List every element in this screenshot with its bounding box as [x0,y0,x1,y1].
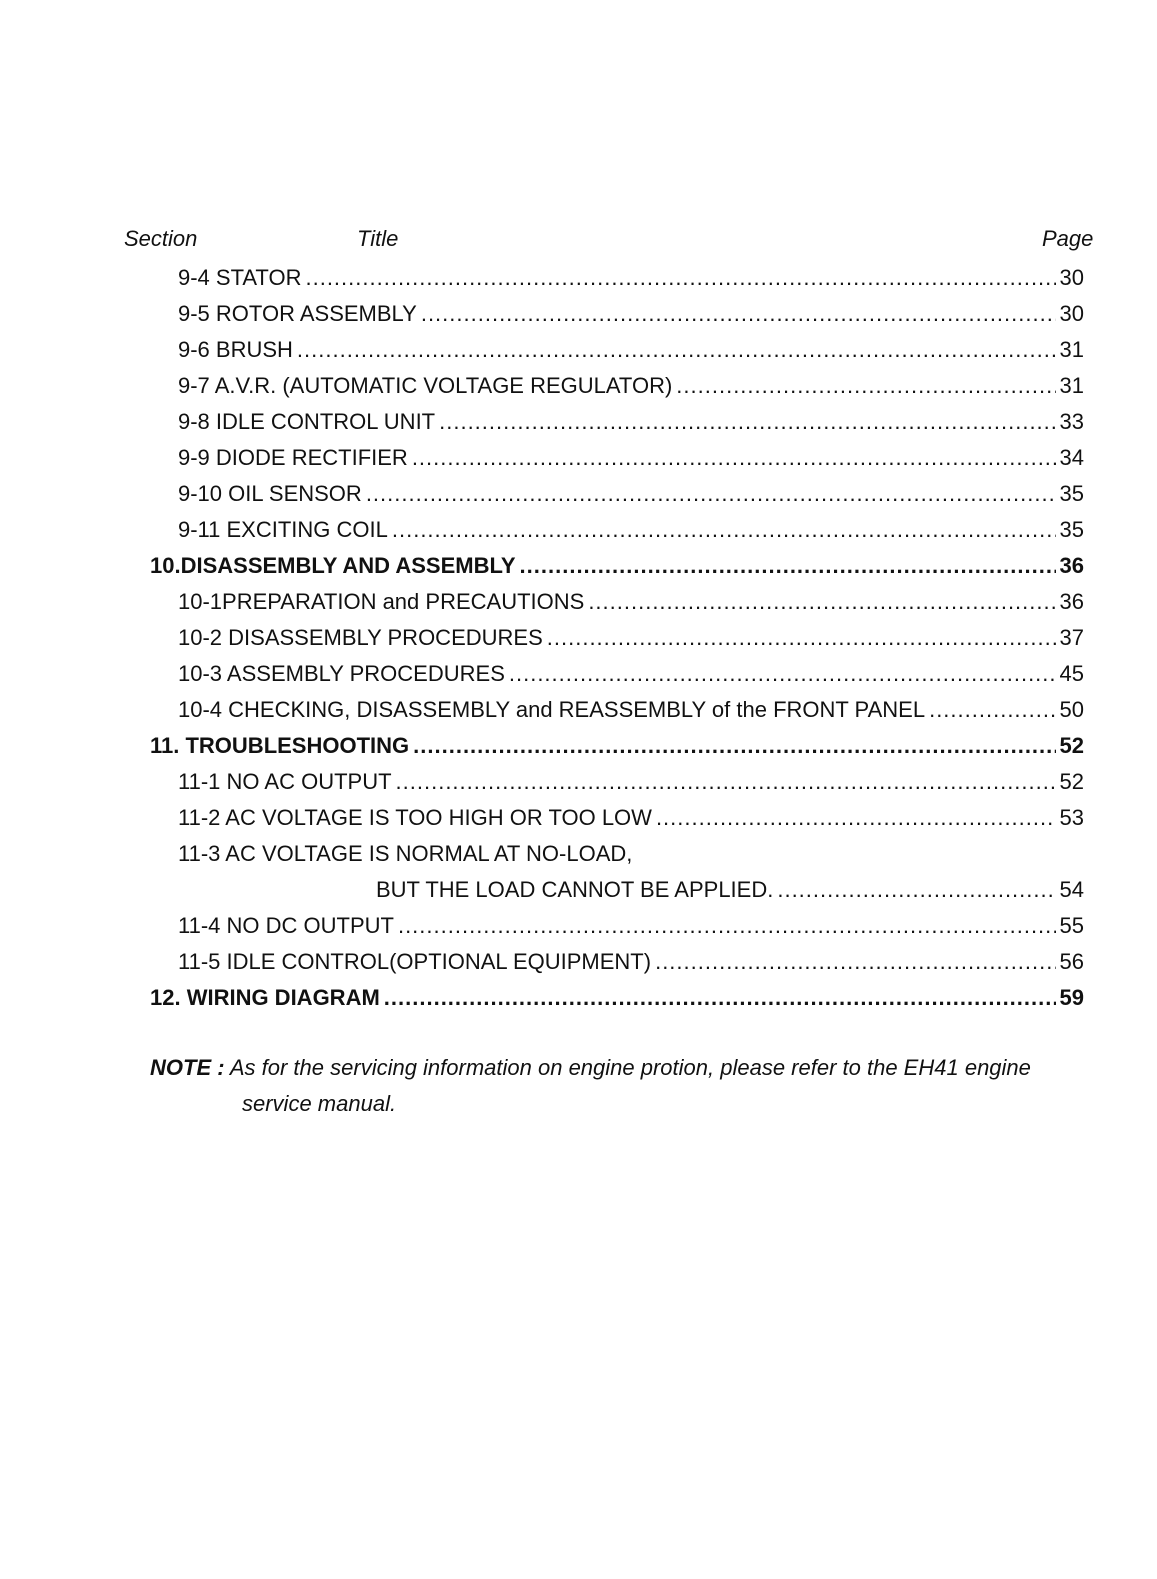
service-note [150,1050,1110,1122]
toc-entry-page: 54 [1059,877,1084,902]
toc-entry-page: 56 [1059,949,1084,974]
toc-chapter-page: 59 [1059,985,1084,1010]
toc-entry [178,444,1084,472]
section-column-heading: Section [124,226,198,251]
toc-entry-title: 9-4 STATOR [178,265,302,290]
toc-entry [178,948,1084,976]
note-continuation: service manual. [242,1091,397,1116]
toc-chapter [150,732,1084,760]
toc-entry-title: 11-3 AC VOLTAGE IS NORMAL AT NO-LOAD, [178,841,633,866]
toc-entry-page: 50 [1059,697,1084,722]
toc-entry-title: 10-2 DISASSEMBLY PROCEDURES [178,625,543,650]
toc-header [0,226,1157,254]
toc-chapter [150,552,1084,580]
toc-entry-page: 52 [1059,769,1084,794]
toc-entry-title: 9-11 EXCITING COIL [178,517,388,542]
toc-entry [178,372,1084,400]
toc-entry-page: 45 [1059,661,1084,686]
toc-entry-page: 30 [1059,301,1084,326]
toc-entry [178,480,1084,508]
toc-entry-page: 31 [1059,373,1084,398]
toc-entry-page: 36 [1059,589,1084,614]
toc-entry-title: 9-5 ROTOR ASSEMBLY [178,301,417,326]
toc-entry-title: 9-7 A.V.R. (AUTOMATIC VOLTAGE REGULATOR) [178,373,673,398]
toc-entry [178,660,1084,688]
toc-entry-title: 9-8 IDLE CONTROL UNIT [178,409,436,434]
toc-entry [178,588,1084,616]
toc-entry-title: 11-4 NO DC OUTPUT [178,913,394,938]
toc-entry [178,840,1084,868]
toc-entry-page: 35 [1059,481,1084,506]
toc-entry [178,264,1084,292]
toc-chapter-page: 36 [1059,553,1084,578]
toc-entry-title: 10-4 CHECKING, DISASSEMBLY and REASSEMBLY of the FRONT PANEL [178,697,926,722]
toc-entry-page: 53 [1059,805,1084,830]
title-column-heading: Title [357,226,399,251]
page-column-heading: Page [1042,226,1094,251]
toc-entry-page: 34 [1059,445,1084,470]
toc-entry [178,516,1084,544]
toc-entry-page: 35 [1059,517,1084,542]
toc-entry-title: 10-1PREPARATION and PRECAUTIONS [178,589,585,614]
toc-entry [178,336,1084,364]
toc-entry-title: BUT THE LOAD CANNOT BE APPLIED. [376,877,774,902]
note-text: As for the servicing information on engine protion, please refer to the EH41 engine [229,1055,1031,1080]
toc-entry-title: 10-3 ASSEMBLY PROCEDURES [178,661,505,686]
toc-entry-title: 11-1 NO AC OUTPUT [178,769,392,794]
toc-chapter-title: 12. WIRING DIAGRAM [150,985,380,1010]
toc-entry-page: 33 [1059,409,1084,434]
toc-entry-page: 55 [1059,913,1084,938]
toc-entry-page: 31 [1059,337,1084,362]
toc-entry [178,768,1084,796]
toc-entry-title: 9-6 BRUSH [178,337,293,362]
toc-entry [178,912,1084,940]
toc-entry [178,624,1084,652]
toc-entry-title: 9-9 DIODE RECTIFIER [178,445,408,470]
toc-entry-title: 11-5 IDLE CONTROL(OPTIONAL EQUIPMENT) [178,949,652,974]
toc-entry [178,804,1084,832]
toc-entry-title: 11-2 AC VOLTAGE IS TOO HIGH OR TOO LOW [178,805,652,830]
toc-chapter-title: 11. TROUBLESHOOTING [150,733,410,758]
toc-chapter-title: 10.DISASSEMBLY AND ASSEMBLY [150,553,516,578]
toc-entry-continuation [376,876,1084,904]
toc-entry-title: 9-10 OIL SENSOR [178,481,362,506]
note-label: NOTE : [150,1055,225,1080]
toc-entry [178,408,1084,436]
toc-entry [178,300,1084,328]
toc-entry-page: 30 [1059,265,1084,290]
toc-entry [178,696,1084,724]
toc-chapter-page: 52 [1059,733,1084,758]
toc-entry-page: 37 [1059,625,1084,650]
toc-chapter [150,984,1084,1012]
